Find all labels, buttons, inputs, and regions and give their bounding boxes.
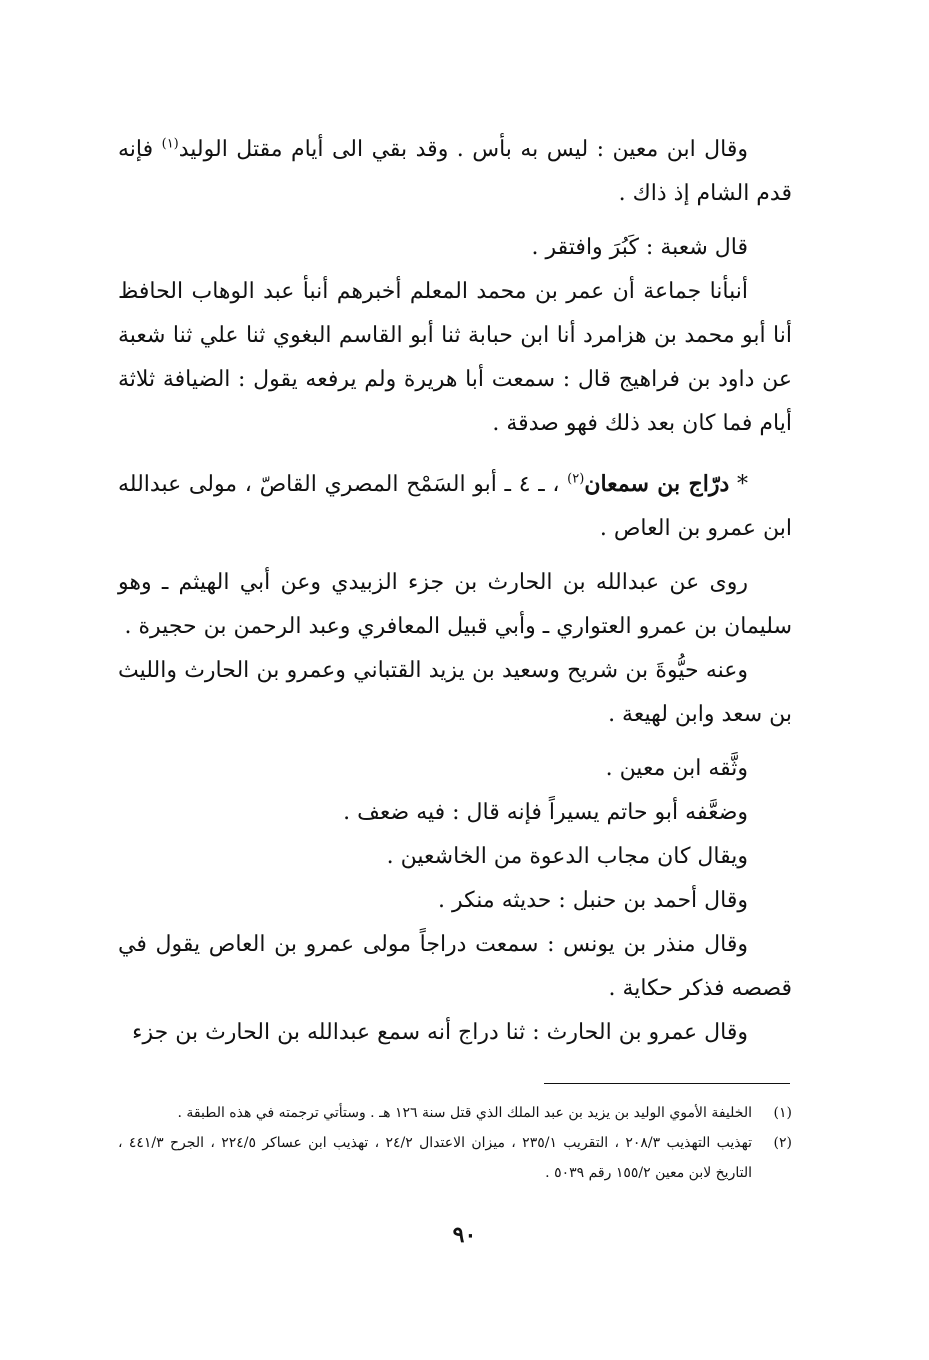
footnote-number: (١): [773, 1105, 792, 1121]
paragraph-tadif: وضعَّفه أبو حاتم يسيراً فإنه قال : فيه ضعف .: [343, 800, 748, 825]
entry-description: ، ـ ٤ ـ أبو السَمْح المصري القاصّ ، مولى عبدالله ابن عمرو بن العاص .: [118, 472, 792, 541]
paragraph-tawthiq: وثَّقه ابن معين .: [605, 756, 748, 781]
paragraph-narrated-from: روى عن عبدالله بن الحارث بن جزء الزبيدي وعن أبي الهيثم ـ وهو سليمان بن عمرو العتواري ـ وأبي قبيل المعافري وعبد الرحمن بن حجيرة .: [118, 570, 792, 639]
main-text: [118, 128, 792, 1055]
entry-name: درّاج بن سمعان: [584, 471, 730, 497]
paragraph-ahmad: وقال أحمد بن حنبل : حديثه منكر .: [438, 888, 748, 913]
entry-heading: [118, 462, 792, 551]
entry-star: *: [729, 472, 748, 497]
paragraph-text: فإنه قدم الشام إذ ذاك .: [118, 137, 792, 206]
footnote-number: (٢): [773, 1135, 792, 1151]
footnote-ref-2[interactable]: (٢): [567, 471, 585, 487]
footnote-item: [118, 1098, 792, 1128]
footnote-text: تهذيب التهذيب ٢٠٨/٣ ، التقريب ٢٣٥/١ ، ميزان الاعتدال ٢٤/٢ ، تهذيب ابن عساكر ٢٢٤/٥ ، الجرح ٤٤١/٣ ، التاريخ لابن معين ١٥٥/٢ رقم ٥٠٣٩ .: [118, 1135, 753, 1181]
paragraph-shuba: قال شعبة : كَبُرَ وافتقر .: [531, 235, 748, 260]
paragraph-mundhir: وقال منذر بن يونس : سمعت دراجاً مولى عمرو بن العاص يقول في قصصه فذكر حكاية .: [118, 932, 792, 1001]
footnote-ref-1[interactable]: (١): [161, 136, 179, 152]
paragraph-dawa: ويقال كان مجاب الدعوة من الخاشعين .: [386, 844, 748, 869]
page-number: ٩٠: [452, 1222, 477, 1248]
paragraph-amr: وقال عمرو بن الحارث : ثنا دراج أنه سمع عبدالله بن الحارث بن جزء: [132, 1020, 748, 1045]
footnote-text: الخليفة الأموي الوليد بن يزيد بن عبد الملك الذي قتل سنة ١٢٦ هـ . وستأتي ترجمته في هذه الطبقة .: [177, 1105, 752, 1121]
paragraph-text: وقال ابن معين : ليس به بأس . وقد بقي الى أيام مقتل الوليد: [178, 137, 749, 162]
footnotes: [118, 1098, 792, 1188]
paragraph-ibn-main: [118, 128, 792, 216]
footnote-divider: [544, 1083, 790, 1084]
paragraph-isnad: أنبأنا جماعة أن عمر بن محمد المعلم أخبرهم أنبأ عبد الوهاب الحافظ أنا أبو محمد بن هزامرد أنا ابن حبابة ثنا أبو القاسم البغوي ثنا علي ثنا شعبة عن داود بن فراهيج قال : سمعت أبا هريرة ولم يرفعه يقول : الضيافة ثلاثة أيام فما كان بعد ذلك فهو صدقة .: [118, 279, 792, 436]
paragraph-narrated-by: وعنه حيُّوةَ بن شريح وسعيد بن يزيد القتباني وعمرو بن الحارث والليث بن سعد وابن لهيعة .: [118, 658, 792, 727]
footnote-item: [118, 1128, 792, 1188]
